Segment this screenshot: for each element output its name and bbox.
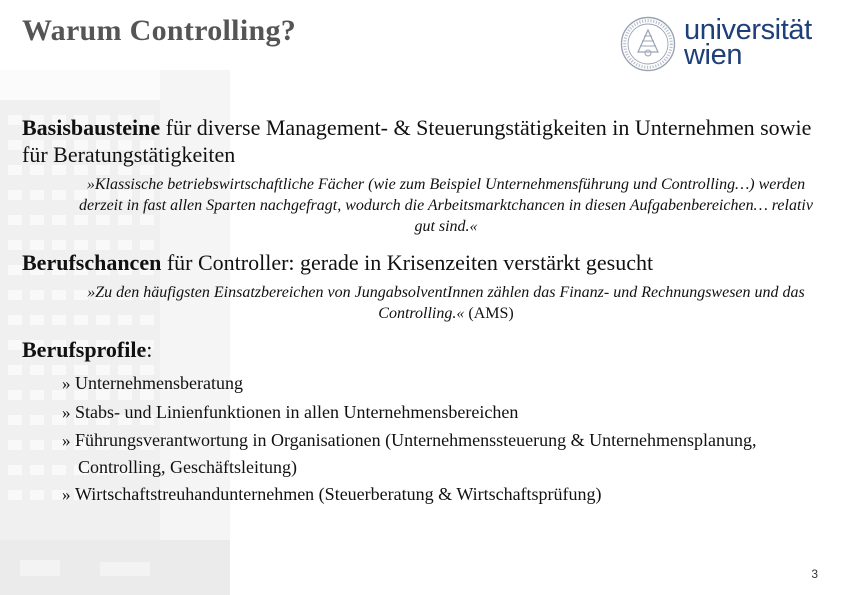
quote-source: (AMS) bbox=[464, 305, 514, 322]
list-item bbox=[62, 427, 822, 480]
section-heading-rest: für diverse Management- & Steuerungstätigkeiten in Unternehmen sowie für Beratungstätigkeiten bbox=[22, 115, 812, 167]
section-quote bbox=[22, 282, 822, 324]
bullet-marker: » bbox=[62, 403, 71, 422]
logo-line-2: wien bbox=[684, 39, 743, 71]
slide-number: 3 bbox=[811, 567, 818, 581]
section-heading bbox=[22, 336, 822, 363]
bullet-marker: » bbox=[62, 374, 71, 393]
quote-text: »Zu den häufigsten Einsatzbereichen von JungabsolventInnen zählen das Finanz- und Rechnungswesen und das Controlling.« bbox=[87, 284, 805, 322]
slide-title: Warum Controlling? bbox=[22, 14, 297, 47]
section-heading-rest: : bbox=[146, 337, 153, 362]
slide-body bbox=[22, 104, 822, 509]
section-quote: »Klassische betriebswirtschaftliche Fächer (wie zum Beispiel Unternehmensführung und Controlling…) werden derzeit in fast allen Sparten nachgefragt, wodurch die Arbeitsmarktchancen in diesen Aufgabenbereichen… relativ gut sind.« bbox=[79, 176, 813, 235]
profile-list bbox=[62, 369, 822, 509]
section-basisbausteine bbox=[22, 114, 822, 237]
section-heading-bold: Basisbausteine bbox=[22, 115, 161, 140]
section-heading bbox=[22, 249, 822, 276]
list-item-text: Führungsverantwortung in Organisationen (Unternehmenssteuerung & Unternehmensplanung, Controlling, Geschäftsleitung) bbox=[75, 430, 757, 477]
section-heading-bold: Berufsprofile bbox=[22, 337, 147, 362]
section-heading-rest: für Controller: gerade in Krisenzeiten verstärkt gesucht bbox=[161, 250, 654, 275]
section-heading bbox=[22, 114, 822, 168]
list-item bbox=[62, 480, 822, 509]
list-item bbox=[62, 398, 822, 427]
bullet-marker: » bbox=[62, 485, 71, 504]
university-seal-icon bbox=[620, 16, 676, 72]
logo-line-1: universität bbox=[684, 14, 812, 46]
list-item-text: Wirtschaftstreuhandunternehmen (Steuerberatung & Wirtschaftsprüfung) bbox=[75, 484, 602, 504]
list-item bbox=[62, 369, 822, 398]
section-berufschancen bbox=[22, 249, 822, 324]
section-berufsprofile bbox=[22, 336, 822, 509]
list-item-text: Unternehmensberatung bbox=[75, 373, 243, 393]
list-item-text: Stabs- und Linienfunktionen in allen Unternehmensbereichen bbox=[75, 402, 519, 422]
university-wordmark bbox=[684, 14, 812, 71]
bullet-marker: » bbox=[62, 431, 71, 450]
section-heading-bold: Berufschancen bbox=[22, 250, 162, 275]
university-logo bbox=[620, 16, 830, 76]
